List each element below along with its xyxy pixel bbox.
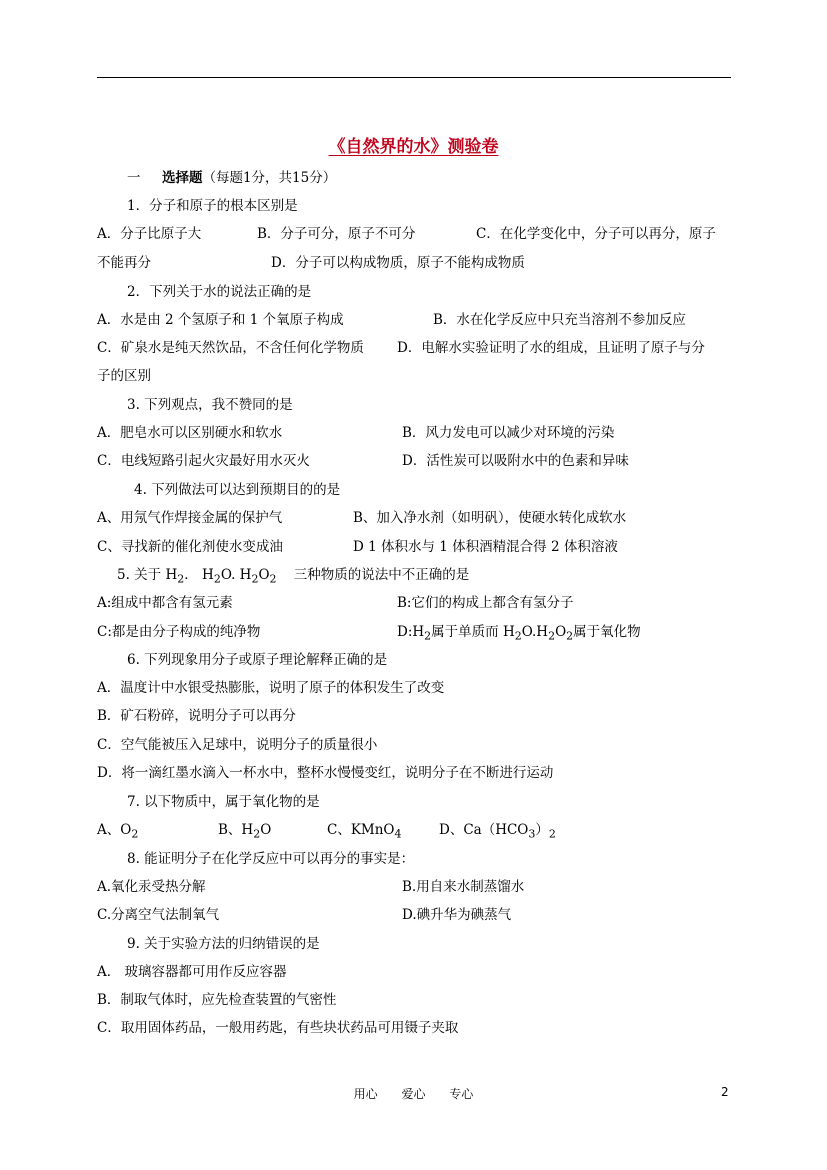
q1-option-a: A．分子比原子大 [97,226,202,242]
q4-option-d: D 1 体积水与 1 体积酒精混合得 2 体积溶液 [353,539,618,555]
q5-option-c: C:都是由分子构成的纯净物 [97,624,261,640]
question-5: 5. 关于 $H_2$． $H_2O$. $H_2O_2$ 三种物质的说法中不正确的是 [117,567,470,586]
q4-option-a: A、用氖气作焊接金属的保护气 [97,510,283,526]
q1-option-c-cont: 不能再分 [97,255,151,271]
q5-option-b: B:它们的构成上都含有氢分子 [397,595,574,611]
q7-option-a: A、$O_2$ [97,822,139,841]
q9-option-a: A． 玻璃容器都可用作反应容器 [97,964,287,980]
q8-option-c: C.分离空气法制氧气 [97,907,220,923]
page-footer: 用心 爱心 专心 [353,1087,474,1101]
section-name: 选择题 [161,170,203,186]
q7-option-b: B、$H_2O$ [218,822,272,841]
q3-option-d: D．活性炭可以吸附水中的色素和异味 [402,453,629,469]
q4-option-b: B、加入净水剂（如明矾），使硬水转化成软水 [353,510,627,526]
q1-option-c: C．在化学变化中，分子可以再分，原子 [476,226,716,242]
q3-option-b: B．风力发电可以减少对环境的污染 [402,425,615,441]
q1-option-d: D．分子可以构成物质，原子不能构成物质 [271,255,525,271]
q3-option-a: A．肥皂水可以区别硬水和软水 [97,425,283,441]
question-6: 6. 下列现象用分子或原子理论解释正确的是 [127,652,388,668]
q6-option-a: A．温度计中水银受热膨胀，说明了原子的体积发生了改变 [97,680,445,696]
section-heading [127,169,336,187]
q2-option-b: B．水在化学反应中只充当溶剂不参加反应 [433,312,686,328]
q1-option-b: B．分子可分，原子不可分 [257,226,416,242]
q5-option-d: $D:H_2$属于单质而 $H_2O.H_2O_2$属于氧化物 [397,624,641,643]
q2-option-d-cont: 子的区别 [97,368,151,384]
q8-option-a: A.氧化汞受热分解 [97,879,206,895]
q2-option-d: D．电解水实验证明了水的组成，且证明了原子与分 [397,340,705,356]
q8-option-b: B.用自来水制蒸馏水 [402,879,525,895]
page-number: 2 [721,1085,729,1099]
q7-option-d: D、$Ca(HCO_3)_2$ [439,822,556,841]
q2-option-a: A．水是由 2 个氢原子和 1 个氧原子构成 [97,312,344,328]
q4-option-c: C、寻找新的催化剂使水变成油 [97,539,283,555]
q9-option-c: C．取用固体药品，一般用药匙，有些块状药品可用镊子夹取 [97,1020,459,1036]
question-7: 7. 以下物质中，属于氧化物的是 [127,794,320,810]
question-4: 4. 下列做法可以达到预期目的的是 [134,482,341,498]
header-rule [97,77,731,78]
question-8: 8. 能证明分子在化学反应中可以再分的事实是： [127,851,415,867]
section-note: （每题1分，共15分） [202,170,337,186]
q8-option-d: D.碘升华为碘蒸气 [402,907,512,923]
page-title: 《自然界的水》测验卷 [328,137,499,157]
q6-option-c: C．空气能被压入足球中，说明分子的质量很小 [97,737,378,753]
q9-option-b: B．制取气体时，应先检查装置的气密性 [97,992,337,1008]
question-1: 1．分子和原子的根本区别是 [127,198,298,214]
q7-option-c: C、KMnO$_4$ [327,822,402,841]
question-9: 9. 关于实验方法的归纳错误的是 [127,936,320,952]
question-2: 2．下列关于水的说法正确的是 [127,284,312,300]
q3-option-c: C．电线短路引起火灾最好用水灭火 [97,453,310,469]
section-number: 一 [127,170,141,186]
question-3: 3. 下列观点，我不赞同的是 [127,397,293,413]
q2-option-c: C．矿泉水是纯天然饮品，不含任何化学物质 [97,340,364,356]
q5-option-a: A:组成中都含有氢元素 [97,595,233,611]
q6-option-b: B．矿石粉碎，说明分子可以再分 [97,708,296,724]
q6-option-d: D．将一滴红墨水滴入一杯水中，整杯水慢慢变红，说明分子在不断进行运动 [97,765,554,781]
